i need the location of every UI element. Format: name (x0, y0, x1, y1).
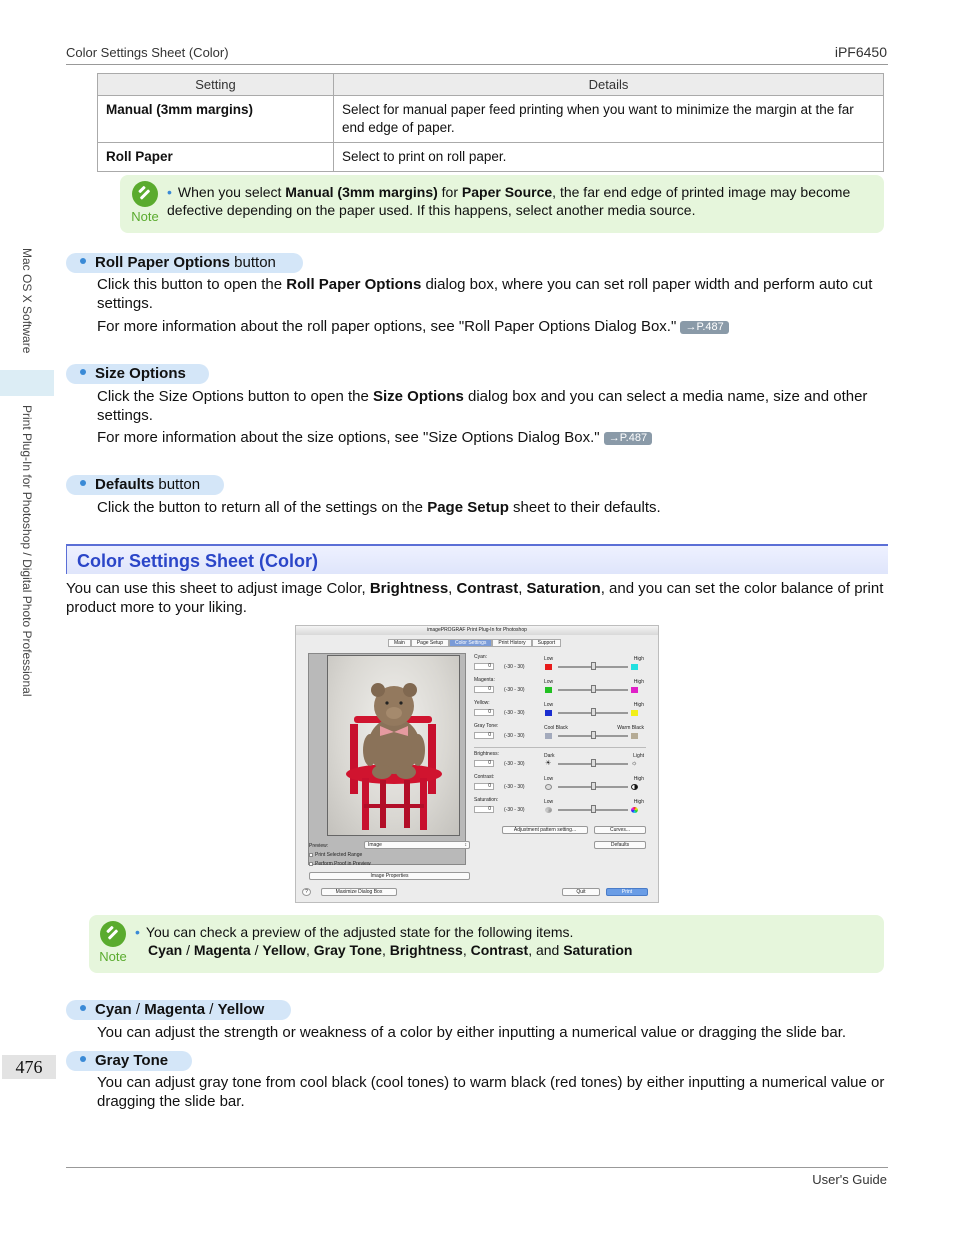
tab-page-setup[interactable]: Page Setup (411, 639, 449, 647)
tab-print-history[interactable]: Print History (492, 639, 531, 647)
roll-paper-more-info: For more information about the roll paper options, see "Roll Paper Options Dialog Box." →P.487 (97, 317, 887, 336)
preview-image (327, 655, 460, 836)
gray-tone-input[interactable]: 0 (474, 732, 494, 739)
table-row (98, 96, 884, 143)
quit-button[interactable]: Quit (562, 888, 600, 896)
image-properties-button[interactable]: Image Properties (309, 872, 470, 880)
note-text: • You can check a preview of the adjusted state for the following items. Cyan / Magenta / Yellow, Gray Tone, Brightness, Contrast, and Saturation (135, 924, 633, 958)
print-button[interactable]: Print (606, 888, 648, 896)
saturation-high-icon (631, 807, 638, 813)
curves-button[interactable]: Curves... (594, 826, 646, 834)
color-swatch (631, 664, 638, 670)
heading-cyan-magenta-yellow: Cyan / Magenta / Yellow (66, 1000, 291, 1020)
settings-table (97, 73, 884, 172)
saturation-low-icon (545, 807, 552, 813)
sun-bright-icon: ☼ (631, 760, 638, 767)
maximize-dialog-button[interactable]: Maximize Dialog Box (321, 888, 397, 896)
table-cell-setting: Manual (3mm margins) (98, 96, 334, 143)
roll-paper-desc: Click this button to open the Roll Paper Options dialog box, where you can set roll paper width and perform auto cut settings. (97, 276, 873, 312)
cmy-desc: You can adjust the strength or weakness of a color by either inputting a numerical value or dragging the slide bar. (97, 1024, 847, 1041)
color-swatch (545, 710, 552, 716)
adjustment-pattern-button[interactable]: Adjustment pattern setting... (502, 826, 588, 834)
tab-color-settings[interactable]: Color Settings (449, 639, 492, 647)
size-options-more-info: For more information about the size options, see "Size Options Dialog Box." →P.487 (97, 428, 887, 447)
gray-tone-desc: You can adjust gray tone from cool black (cool tones) to warm black (red tones) by either inputting a numerical value or dragging the slide bar. (97, 1074, 885, 1110)
color-swatch (545, 733, 552, 739)
contrast-high-icon (631, 784, 638, 790)
slider-handle[interactable] (591, 685, 596, 693)
preview-select[interactable]: Image ↕ (364, 841, 470, 849)
page-ref-link[interactable]: →P.487 (680, 321, 728, 334)
dialog-tabs (388, 639, 561, 647)
table-header-details: Details (334, 74, 884, 96)
contrast-input[interactable]: 0 (474, 783, 494, 790)
table-cell-setting: Roll Paper (98, 143, 334, 172)
dialog-row-cyan: Cyan: 0 (-30 - 30) Low High (474, 654, 644, 670)
tab-support[interactable]: Support (532, 639, 562, 647)
note-box (120, 175, 884, 233)
defaults-desc: Click the button to return all of the settings on the Page Setup sheet to their defaults. (97, 499, 661, 516)
dialog-row-magenta: Magenta: 0 (-30 - 30) Low High (474, 677, 644, 693)
sidebar-tab-marker (0, 370, 54, 396)
pencil-check-icon (100, 921, 126, 947)
bullet-icon (80, 369, 86, 375)
heading-defaults: Defaults button (66, 475, 224, 495)
slider-handle[interactable] (591, 662, 596, 670)
contrast-low-icon (545, 784, 552, 790)
yellow-input[interactable]: 0 (474, 709, 494, 716)
dialog-row-brightness: Brightness: 0 (-30 - 30) Dark Light ☀ ☼ (474, 751, 644, 767)
section-title: Color Settings Sheet (Color) (77, 551, 319, 571)
size-options-desc: Click the Size Options button to open the Size Options dialog box and you can select a media name, size and other settings. (97, 388, 868, 424)
dialog-row-saturation: Saturation: 0 (-30 - 30) Low High (474, 797, 644, 813)
note-box (89, 915, 884, 973)
updown-icon: ↕ (464, 842, 467, 848)
bullet-icon (80, 258, 86, 264)
bullet-icon (80, 480, 86, 486)
slider-handle[interactable] (591, 731, 596, 739)
table-cell-details: Select to print on roll paper. (334, 143, 884, 172)
dialog-row-yellow: Yellow: 0 (-30 - 30) Low High (474, 700, 644, 716)
heading-roll-paper-options: Roll Paper Options button (66, 253, 303, 273)
bullet-icon (80, 1005, 86, 1011)
section-intro: You can use this sheet to adjust image Color, Brightness, Contrast, Saturation, and you can set the color balance of print product more to your liking. (66, 580, 884, 616)
cyan-input[interactable]: 0 (474, 663, 494, 670)
sun-dim-icon: ☀ (545, 760, 552, 767)
color-swatch (545, 687, 552, 693)
slider-handle[interactable] (591, 708, 596, 716)
color-swatch (631, 733, 638, 739)
color-swatch (631, 710, 638, 716)
section-heading (66, 544, 888, 574)
note-label: Note (131, 209, 159, 224)
dialog-divider (474, 747, 646, 748)
pencil-check-icon (132, 181, 158, 207)
teddy-bear-chair-image (328, 656, 461, 837)
page-ref-link[interactable]: →P.487 (604, 432, 652, 445)
header-rule (66, 64, 888, 65)
perform-proof-checkbox[interactable]: Perform Proof in Preview (309, 861, 371, 867)
color-settings-dialog-screenshot (295, 625, 659, 903)
table-cell-details: Select for manual paper feed printing when you want to minimize the margin at the far end edge of paper. (334, 96, 884, 143)
sidebar-section: Print Plug-In for Photoshop / Digital Photo Professional (20, 405, 34, 697)
brightness-input[interactable]: 0 (474, 760, 494, 767)
dialog-row-contrast: Contrast: 0 (-30 - 30) Low High (474, 774, 644, 790)
color-swatch (545, 664, 552, 670)
preview-pane (308, 653, 466, 865)
running-header-title: Color Settings Sheet (Color) (66, 45, 229, 60)
note-text: • When you select Manual (3mm margins) for Paper Source, the far end edge of printed image may become defective depending on the paper used. If this happens, select another media source. (167, 184, 851, 218)
note-icon (98, 921, 128, 966)
running-header-model: iPF6450 (834, 44, 887, 60)
note-icon (130, 181, 160, 226)
slider-handle[interactable] (591, 782, 596, 790)
defaults-button[interactable]: Defaults (594, 841, 646, 849)
dialog-row-gray-tone: Gray Tone: 0 (-30 - 30) Cool Black Warm Black (474, 723, 644, 739)
page-number: 476 (2, 1055, 56, 1079)
magenta-input[interactable]: 0 (474, 686, 494, 693)
sidebar-chapter: Mac OS X Software (20, 248, 34, 354)
table-row (98, 143, 884, 172)
slider-handle[interactable] (591, 759, 596, 767)
bullet-icon (80, 1056, 86, 1062)
print-selected-range-checkbox[interactable]: Print Selected Range (309, 852, 362, 858)
heading-size-options: Size Options (66, 364, 209, 384)
saturation-input[interactable]: 0 (474, 806, 494, 813)
footer-rule (66, 1167, 888, 1168)
tab-main[interactable]: Main (388, 639, 411, 647)
slider-handle[interactable] (591, 805, 596, 813)
heading-gray-tone: Gray Tone (66, 1051, 192, 1071)
table-header-setting: Setting (98, 74, 334, 96)
bullet-icon: • (167, 184, 172, 200)
help-button[interactable]: ? (302, 888, 311, 896)
bullet-icon: • (135, 924, 140, 940)
preview-label: Preview: (309, 843, 329, 849)
dialog-title: imagePROGRAF Print Plug-In for Photoshop (296, 626, 658, 635)
color-swatch (631, 687, 638, 693)
note-label: Note (99, 949, 127, 964)
footer-guide-title: User's Guide (812, 1172, 887, 1187)
